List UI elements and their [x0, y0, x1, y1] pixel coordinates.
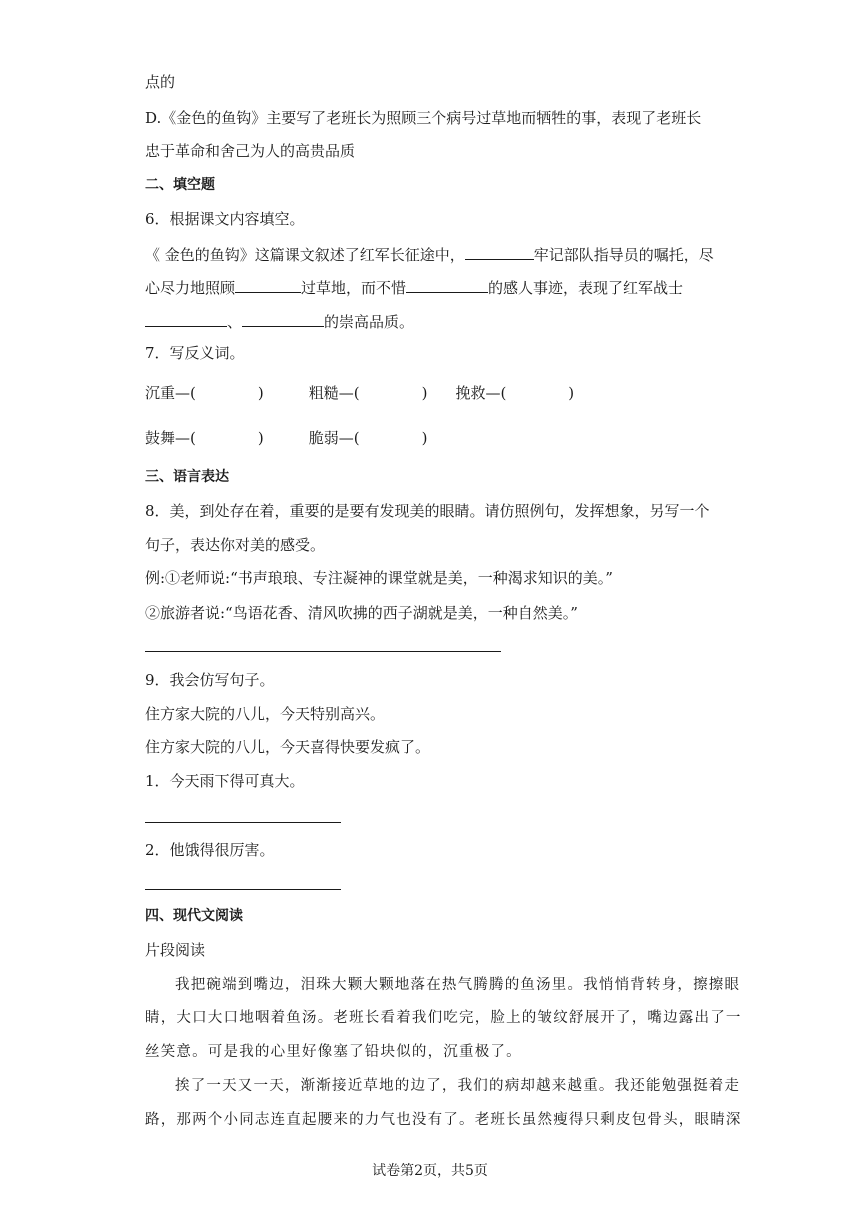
continued-text: 点的 — [145, 73, 176, 91]
paren-close: ) — [421, 429, 428, 447]
q6-text-2: 牢记部队指导员的嘱托，尽 — [533, 246, 714, 264]
passage-line: 挨了一天又一天，渐渐接近草地的边了，我们的病却越来越重。我还能勉强挺着走 — [175, 1078, 741, 1094]
q6-text-6: 、 — [227, 313, 243, 331]
answer-line[interactable] — [145, 651, 501, 652]
q6-line3 — [145, 310, 414, 332]
paren-close: ) — [257, 384, 264, 402]
antonym-item: 鼓舞—( — [145, 429, 196, 447]
answer-blank[interactable] — [235, 276, 301, 293]
antonym-item: 脆弱—( — [308, 429, 360, 447]
antonym-row-1 — [145, 383, 574, 403]
question-9: 9．我会仿写句子。 — [145, 671, 275, 689]
antonym-item: 挽救—( — [455, 384, 507, 402]
example-sentence-2: 住方家大院的八儿，今天喜得快要发疯了。 — [145, 738, 431, 756]
passage-line: 丝笑意。可是我的心里好像塞了铅块似的，沉重极了。 — [145, 1044, 522, 1060]
passage-line: 路，那两个小同志连直起腰来的力气也没有了。老班长虽然瘦得只剩皮包骨头，眼睛深 — [145, 1112, 742, 1128]
section-heading-expression: 三、语言表达 — [145, 469, 229, 485]
paren-close: ) — [568, 384, 575, 402]
q6-line2 — [145, 276, 683, 298]
antonym-item: 粗糙—( — [308, 384, 360, 402]
paren-close: ) — [421, 384, 428, 402]
example-2: ②旅游者说:“鸟语花香、清风吹拂的西子湖就是美，一种自然美。” — [145, 604, 578, 622]
option-d-line1: D.《金色的鱼钩》主要写了老班长为照顾三个病号过草地而牺牲的事，表现了老班长 — [145, 109, 702, 127]
reading-subtitle: 片段阅读 — [145, 941, 206, 959]
page-footer: 试卷第2页，共5页 — [372, 1163, 488, 1179]
paren-close: ) — [257, 429, 264, 447]
section-heading-fill-blank: 二、填空题 — [145, 177, 215, 193]
question-6: 6．根据课文内容填空。 — [145, 210, 305, 228]
q6-text-3: 心尽力地照顾 — [145, 279, 236, 297]
question-7: 7．写反义词。 — [145, 344, 245, 362]
q6-text-5: 的感人事迹，表现了红军战士 — [488, 279, 684, 297]
answer-blank[interactable] — [242, 310, 324, 327]
question-8-line2: 句子，表达你对美的感受。 — [145, 536, 326, 554]
q6-text-7: 的崇高品质。 — [324, 313, 415, 331]
subquestion-1: 1．今天雨下得可真大。 — [145, 772, 305, 790]
passage-line: 睛，大口大口地咽着鱼汤。老班长看着我们吃完，脸上的皱纹舒展开了，嘴边露出了一 — [145, 1010, 742, 1026]
antonym-item: 沉重—( — [145, 384, 196, 402]
q6-text-4: 过草地，而不惜 — [301, 279, 407, 297]
answer-blank[interactable] — [406, 276, 488, 293]
answer-blank[interactable] — [145, 310, 227, 327]
antonym-row-2 — [145, 428, 427, 448]
q6-line1 — [145, 243, 714, 265]
question-8-line1: 8．美，到处存在着，重要的是要有发现美的眼睛。请仿照例句，发挥想象，另写一个 — [145, 502, 710, 520]
answer-line[interactable] — [145, 889, 341, 890]
answer-line[interactable] — [145, 822, 341, 823]
option-d-line2: 忠于革命和舍己为人的高贵品质 — [145, 142, 356, 160]
example-sentence-1: 住方家大院的八儿，今天特别高兴。 — [145, 705, 386, 723]
answer-blank[interactable] — [465, 243, 534, 260]
passage-line: 我把碗端到嘴边，泪珠大颗大颗地落在热气腾腾的鱼汤里。我悄悄背转身，擦擦眼 — [175, 977, 741, 993]
q6-text-1: 《 金色的鱼钩》这篇课文叙述了红军长征途中， — [145, 246, 465, 264]
example-1: 例:①老师说:“书声琅琅、专注凝神的课堂就是美，一种渴求知识的美。” — [145, 569, 613, 587]
section-heading-reading: 四、现代文阅读 — [145, 908, 243, 924]
subquestion-2: 2．他饿得很厉害。 — [145, 841, 275, 859]
